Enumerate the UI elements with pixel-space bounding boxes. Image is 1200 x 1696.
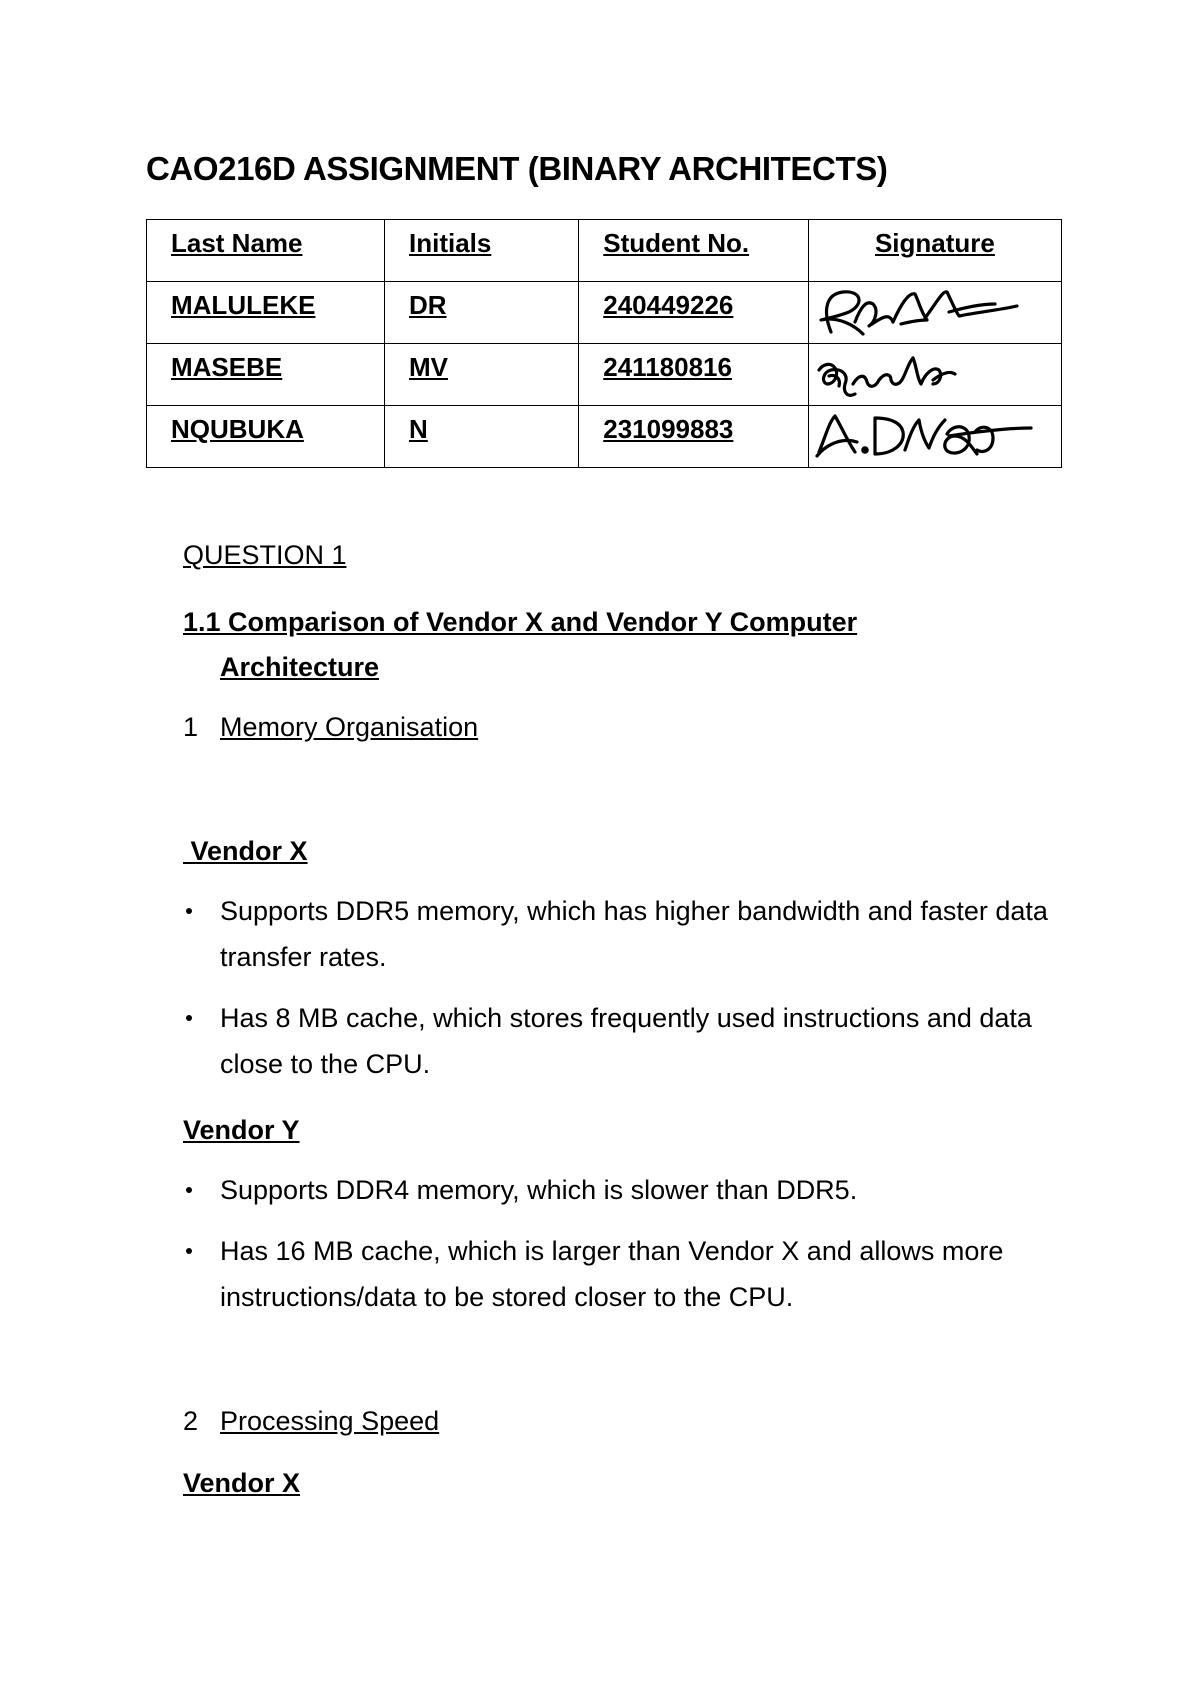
table-row xyxy=(147,344,1062,406)
cell-last-name: NQUBUKA xyxy=(147,406,385,468)
header-initials: Initials xyxy=(385,220,579,282)
vendor-x-memory-list xyxy=(183,888,1063,1102)
vendor-y-label: Vendor Y xyxy=(183,1115,300,1145)
header-signature: Signature xyxy=(808,220,1061,282)
question-label: QUESTION 1 xyxy=(183,540,347,570)
cell-initials: MV xyxy=(385,344,579,406)
cell-initials: DR xyxy=(385,282,579,344)
table-header-row xyxy=(147,220,1062,282)
header-student-no: Student No. xyxy=(579,220,809,282)
list-item: Has 8 MB cache, which stores frequently used instructions and data close to the CPU. xyxy=(183,995,1063,1087)
subsection-number: 1 xyxy=(183,712,199,742)
signature-image xyxy=(809,344,1038,405)
subsection-heading-processing xyxy=(183,1406,439,1437)
cell-initials: N xyxy=(385,406,579,468)
subsection-title: Memory Organisation xyxy=(220,712,479,742)
cell-last-name: MALULEKE xyxy=(147,282,385,344)
signature-image xyxy=(809,406,1038,467)
cell-student-no: 231099883 xyxy=(579,406,809,468)
students-table xyxy=(146,219,1062,468)
list-item: Has 16 MB cache, which is larger than Vendor X and allows more instructions/data to be stored closer to the CPU. xyxy=(183,1228,1063,1320)
section-heading-line1: 1.1 Comparison of Vendor X and Vendor Y Computer xyxy=(183,607,858,637)
section-heading xyxy=(183,600,1083,690)
vendor-y-memory-list xyxy=(183,1167,1063,1335)
subsection-title: Processing Speed xyxy=(220,1406,440,1436)
signature-cell xyxy=(808,344,1061,406)
table-row xyxy=(147,282,1062,344)
signature-image xyxy=(809,282,1038,343)
cell-student-no: 240449226 xyxy=(579,282,809,344)
section-heading-line2: Architecture xyxy=(220,652,380,682)
subsection-number: 2 xyxy=(183,1406,199,1436)
cell-student-no: 241180816 xyxy=(579,344,809,406)
table-row xyxy=(147,406,1062,468)
cell-last-name: MASEBE xyxy=(147,344,385,406)
document-title: CAO216D ASSIGNMENT (BINARY ARCHITECTS) xyxy=(146,150,888,187)
signature-cell xyxy=(808,282,1061,344)
header-last-name: Last Name xyxy=(147,220,385,282)
list-item: Supports DDR5 memory, which has higher bandwidth and faster data transfer rates. xyxy=(183,888,1063,980)
signature-cell xyxy=(808,406,1061,468)
subsection-heading-memory xyxy=(183,712,478,743)
vendor-x-label: Vendor X xyxy=(183,1468,301,1498)
list-item: Supports DDR4 memory, which is slower than DDR5. xyxy=(183,1167,1063,1213)
vendor-x-label: Vendor X xyxy=(183,836,308,866)
